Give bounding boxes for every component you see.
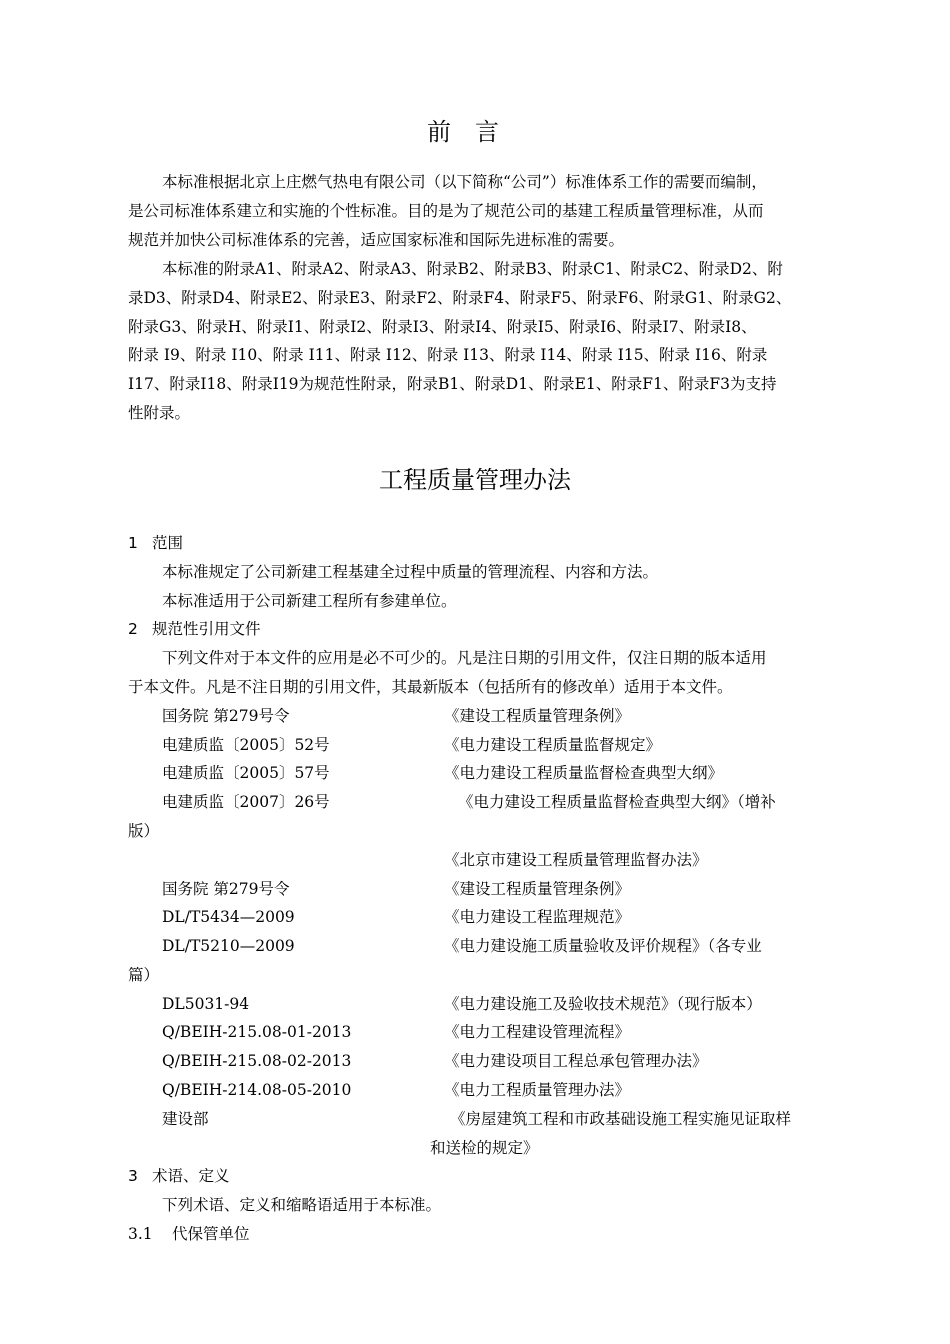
- section-3-intro: 下列术语、定义和缩略语适用于本标准。: [162, 1196, 442, 1214]
- preface-p2-line4: 附录 I9、附录 I10、附录 I11、附录 I12、附录 I13、附录 I14、附录 I15、附录 I16、附录: [128, 346, 768, 364]
- preface-p2-line6: 性附录。: [128, 404, 191, 422]
- preface-p1-line1: 本标准根据北京上庄燃气热电有限公司（以下简称“公司”）标准体系工作的需要而编制，: [162, 173, 767, 191]
- preface-p2-line2: 录D3、附录D4、附录E2、附录E3、附录F2、附录F4、附录F5、附录F6、附录G1、附录G2、: [128, 289, 792, 307]
- ref-title: 《电力建设工程质量监督检查典型大纲》（增补: [458, 793, 776, 811]
- preface-title: 前言: [427, 118, 523, 146]
- preface-p2-line3: 附录G3、附录H、附录I1、附录I2、附录I3、附录I4、附录I5、附录I6、附录I7、附录I8、: [128, 318, 757, 336]
- subsection-3-1-number: 3.1: [128, 1225, 153, 1243]
- ref-code: 电建质监〔2005〕52号: [162, 736, 330, 754]
- section-2-intro-line2: 于本文件。凡是不注日期的引用文件，其最新版本（包括所有的修改单）适用于本文件。: [128, 678, 733, 696]
- ref-code: 国务院 第279号令: [162, 707, 290, 725]
- document-title: 工程质量管理办法: [379, 466, 571, 494]
- ref-title-continuation: 版）: [128, 822, 160, 840]
- section-2-heading: 规范性引用文件: [152, 620, 261, 638]
- ref-title: 《建设工程质量管理条例》: [444, 707, 631, 725]
- subsection-3-1-heading: 代保管单位: [172, 1225, 250, 1243]
- section-2-number: 2: [128, 620, 138, 638]
- ref-code: 电建质监〔2005〕57号: [162, 764, 330, 782]
- preface-p1-line3: 规范并加快公司标准体系的完善，适应国家标准和国际先进标准的需要。: [128, 231, 625, 249]
- ref-title: 《电力建设工程监理规范》: [444, 908, 631, 926]
- ref-title: 《电力建设施工及验收技术规范》（现行版本）: [444, 995, 762, 1013]
- ref-code: DL/T5210—2009: [162, 937, 295, 955]
- ref-code: Q/BEIH-215.08-02-2013: [162, 1052, 352, 1070]
- preface-p2-line5: I17、附录I18、附录I19为规范性附录，附录B1、附录D1、附录E1、附录F1、附录F3为支持: [128, 375, 777, 393]
- section-2-intro-line1: 下列文件对于本文件的应用是必不可少的。凡是注日期的引用文件，仅注日期的版本适用: [162, 649, 767, 667]
- ref-code: Q/BEIH-215.08-01-2013: [162, 1023, 352, 1041]
- ref-code: 电建质监〔2007〕26号: [162, 793, 330, 811]
- ref-code: 国务院 第279号令: [162, 880, 290, 898]
- ref-code: Q/BEIH-214.08-05-2010: [162, 1081, 352, 1099]
- ref-code: DL5031-94: [162, 995, 250, 1013]
- section-1-number: 1: [128, 534, 138, 552]
- ref-title-continuation: 和送检的规定》: [430, 1139, 539, 1157]
- ref-title: 《电力建设工程质量监督检查典型大纲》: [444, 764, 724, 782]
- ref-title: 《电力建设施工质量验收及评价规程》（各专业: [444, 937, 762, 955]
- ref-title: 《电力工程建设管理流程》: [444, 1023, 631, 1041]
- preface-p1-line2: 是公司标准体系建立和实施的个性标准。目的是为了规范公司的基建工程质量管理标准，从而: [128, 202, 764, 220]
- ref-code: DL/T5434—2009: [162, 908, 295, 926]
- section-3-number: 3: [128, 1167, 138, 1185]
- section-1-heading: 范围: [152, 534, 184, 552]
- preface-p2-line1: 本标准的附录A1、附录A2、附录A3、附录B2、附录B3、附录C1、附录C2、附录D2、附: [162, 260, 783, 278]
- ref-title: 《电力建设项目工程总承包管理办法》: [444, 1052, 708, 1070]
- ref-code: 建设部: [162, 1110, 209, 1128]
- section-1-line1: 本标准规定了公司新建工程基建全过程中质量的管理流程、内容和方法。: [162, 563, 659, 581]
- ref-title: 《房屋建筑工程和市政基础设施工程实施见证取样: [450, 1110, 792, 1128]
- section-1-line2: 本标准适用于公司新建工程所有参建单位。: [162, 592, 457, 610]
- ref-title-continuation: 篇）: [128, 966, 160, 984]
- ref-title: 《北京市建设工程质量管理监督办法》: [444, 851, 708, 869]
- ref-title: 《电力建设工程质量监督规定》: [444, 736, 662, 754]
- ref-title: 《电力工程质量管理办法》: [444, 1081, 631, 1099]
- section-3-heading: 术语、定义: [152, 1167, 230, 1185]
- ref-title: 《建设工程质量管理条例》: [444, 880, 631, 898]
